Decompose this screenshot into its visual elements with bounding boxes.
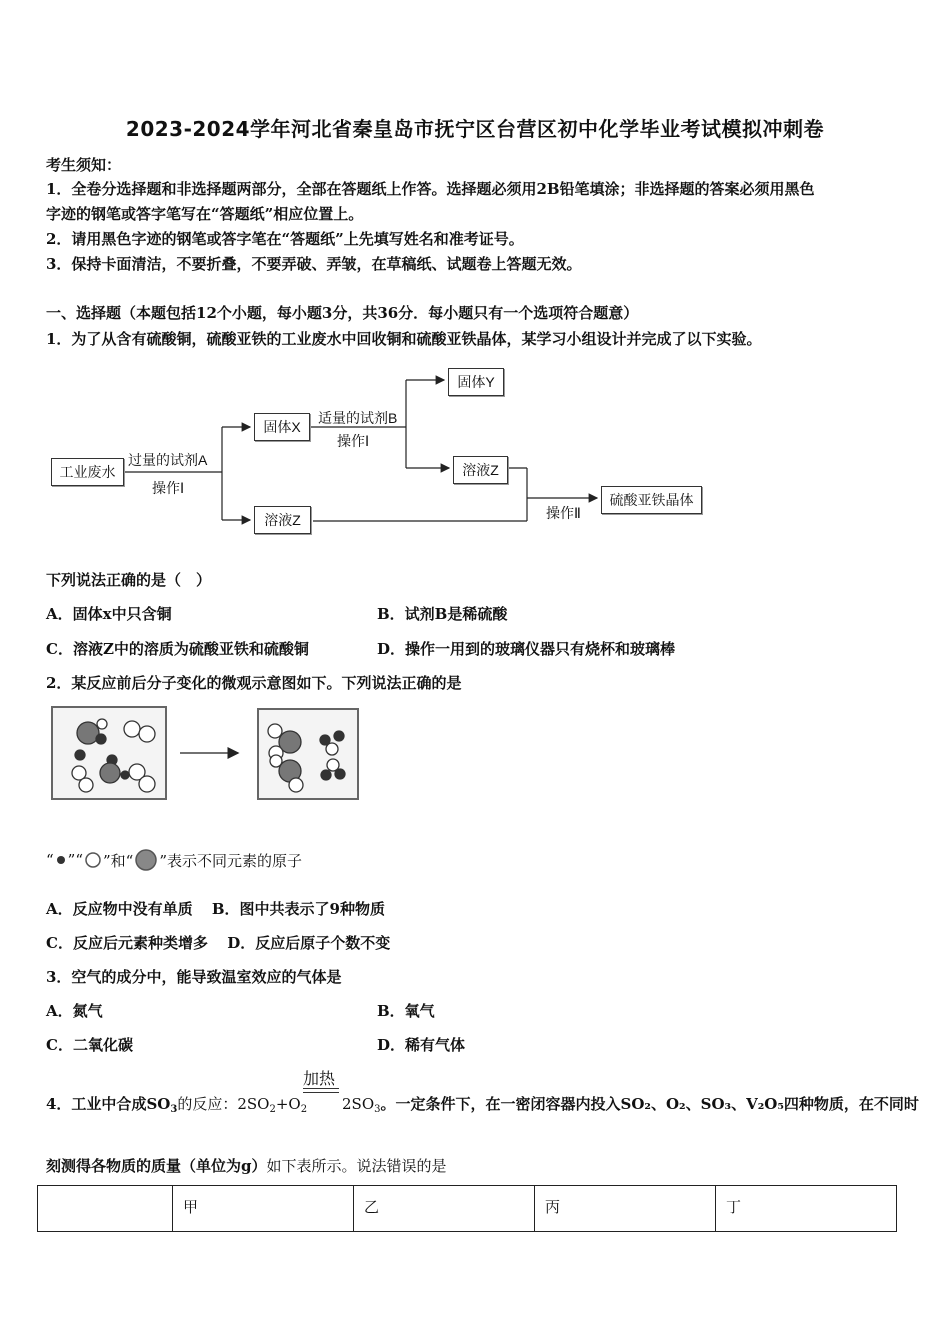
question-2-stem: 2．某反应前后分子变化的微观示意图如下。下列说法正确的是 bbox=[46, 674, 462, 692]
table-header-empty bbox=[38, 1186, 173, 1232]
q2-option-d[interactable]: D．反应后原子个数不变 bbox=[227, 934, 391, 952]
question-1-prompt: 下列说法正确的是（ ） bbox=[46, 571, 212, 589]
q4-sub-3: 3 bbox=[170, 1104, 178, 1115]
question-4-stem bbox=[46, 1093, 307, 1115]
q1-option-a[interactable]: A．固体x中只含铜 bbox=[46, 605, 172, 623]
q2-options-row-2 bbox=[46, 932, 390, 953]
table-header-jia: 甲 bbox=[173, 1186, 354, 1232]
large-gray-atom-icon bbox=[133, 848, 159, 872]
q2-option-b[interactable]: B．图中共表示了9种物质 bbox=[211, 900, 385, 918]
table-header-bing: 丙 bbox=[535, 1186, 716, 1232]
legend-text: ”表示不同元素的原子 bbox=[159, 851, 303, 870]
q4-oxygen: +O bbox=[275, 1095, 301, 1113]
small-dark-atom-icon bbox=[54, 854, 68, 866]
q4-product: 2SO bbox=[342, 1095, 375, 1113]
question-4-line-2 bbox=[46, 1155, 447, 1176]
box-solution-z-upper: 溶液Z bbox=[453, 456, 508, 484]
q2-legend bbox=[46, 848, 302, 872]
page-title: 2023-2024学年河北省秦皇岛市抚宁区台营区初中化学毕业考试模拟冲刺卷 bbox=[125, 117, 825, 141]
box-ferrous-sulfate-crystal: 硫酸亚铁晶体 bbox=[601, 486, 702, 514]
q4-line2-bold: 刻测得各物质的质量（单位为g） bbox=[46, 1157, 267, 1175]
q1-option-c[interactable]: C．溶液Z中的溶质为硫酸亚铁和硫酸铜 bbox=[46, 640, 309, 658]
table-header-yi: 乙 bbox=[354, 1186, 535, 1232]
label-operation-2: 操作Ⅱ bbox=[546, 505, 581, 521]
q4-reaction-tail bbox=[342, 1093, 919, 1115]
label-operation-1-b: 操作Ⅰ bbox=[337, 433, 370, 449]
question-1-stem: 1．为了从含有硫酸铜，硫酸亚铁的工业废水中回收铜和硫酸亚铁晶体，某学习小组设计并完成了以下实验。 bbox=[46, 330, 762, 348]
q2-option-c[interactable]: C．反应后元素种类增多 bbox=[46, 934, 208, 952]
q3-option-b[interactable]: B．氧气 bbox=[377, 1002, 435, 1020]
molecule-reaction-diagram bbox=[50, 705, 370, 805]
q4-tail: 。一定条件下，在一密闭容器内投入SO₂、O₂、SO₃、V₂O₅四种物质，在不同时 bbox=[380, 1095, 919, 1113]
q3-option-d[interactable]: D．稀有气体 bbox=[377, 1036, 466, 1054]
table-header-ding: 丁 bbox=[716, 1186, 897, 1232]
box-solution-z-lower: 溶液Z bbox=[254, 506, 311, 534]
q4-product-sub: 3 bbox=[374, 1104, 381, 1115]
legend-quote-2: ”“ bbox=[67, 851, 84, 869]
medium-white-atom-icon bbox=[83, 851, 103, 869]
q4-prefix: 4．工业中合成SO bbox=[46, 1095, 171, 1113]
q4-reactant: 的反应：2SO bbox=[177, 1095, 270, 1113]
notice-item-1: 1．全卷分选择题和非选择题两部分，全部在答题纸上作答。选择题必须用2B铅笔填涂；非选择题的答案必须用黑色 bbox=[46, 180, 815, 198]
section-heading: 一、选择题（本题包括12个小题，每小题3分，共36分．每小题只有一个选项符合题意） bbox=[46, 304, 639, 322]
q3-option-c[interactable]: C．二氧化碳 bbox=[46, 1036, 133, 1054]
q4-o-sub-2: 2 bbox=[300, 1104, 308, 1115]
box-solid-y: 固体Y bbox=[448, 368, 504, 396]
q2-options-row-1 bbox=[46, 898, 385, 919]
q4-sub-2: 2 bbox=[269, 1104, 276, 1115]
reaction-equals-bottom bbox=[303, 1092, 339, 1093]
label-operation-1: 操作Ⅰ bbox=[152, 480, 185, 496]
notice-item-3: 3．保持卡面清洁，不要折叠，不要弄破、弄皱，在草稿纸、试题卷上答题无效。 bbox=[46, 255, 582, 273]
q4-line2-normal: 如下表所示。说法错误的是 bbox=[266, 1157, 447, 1175]
q1-option-d[interactable]: D．操作一用到的玻璃仪器只有烧杯和玻璃棒 bbox=[377, 640, 676, 658]
legend-quote-1: “ bbox=[46, 851, 54, 869]
reaction-equals-top bbox=[303, 1088, 339, 1089]
label-reagent-b: 适量的试剂B bbox=[318, 410, 398, 426]
q1-option-b[interactable]: B．试剂B是稀硫酸 bbox=[377, 605, 508, 623]
box-solid-x: 固体X bbox=[254, 413, 310, 441]
label-reagent-a: 过量的试剂A bbox=[128, 452, 208, 468]
q2-option-a[interactable]: A．反应物中没有单质 bbox=[46, 900, 193, 918]
heat-condition: 加热 bbox=[303, 1069, 336, 1088]
box-waste-water: 工业废水 bbox=[51, 458, 124, 486]
notice-heading: 考生须知： bbox=[46, 156, 122, 174]
table-header-row bbox=[38, 1186, 897, 1232]
q3-option-a[interactable]: A．氮气 bbox=[46, 1002, 103, 1020]
q4-mass-table bbox=[37, 1185, 897, 1232]
notice-item-1-cont: 字迹的钢笔或答字笔写在“答题纸”相应位置上。 bbox=[46, 205, 364, 223]
notice-item-2: 2．请用黑色字迹的钢笔或答字笔在“答题纸”上先填写姓名和准考证号。 bbox=[46, 230, 524, 248]
legend-and: ”和“ bbox=[103, 851, 134, 870]
question-3-stem: 3．空气的成分中，能导致温室效应的气体是 bbox=[46, 968, 342, 986]
